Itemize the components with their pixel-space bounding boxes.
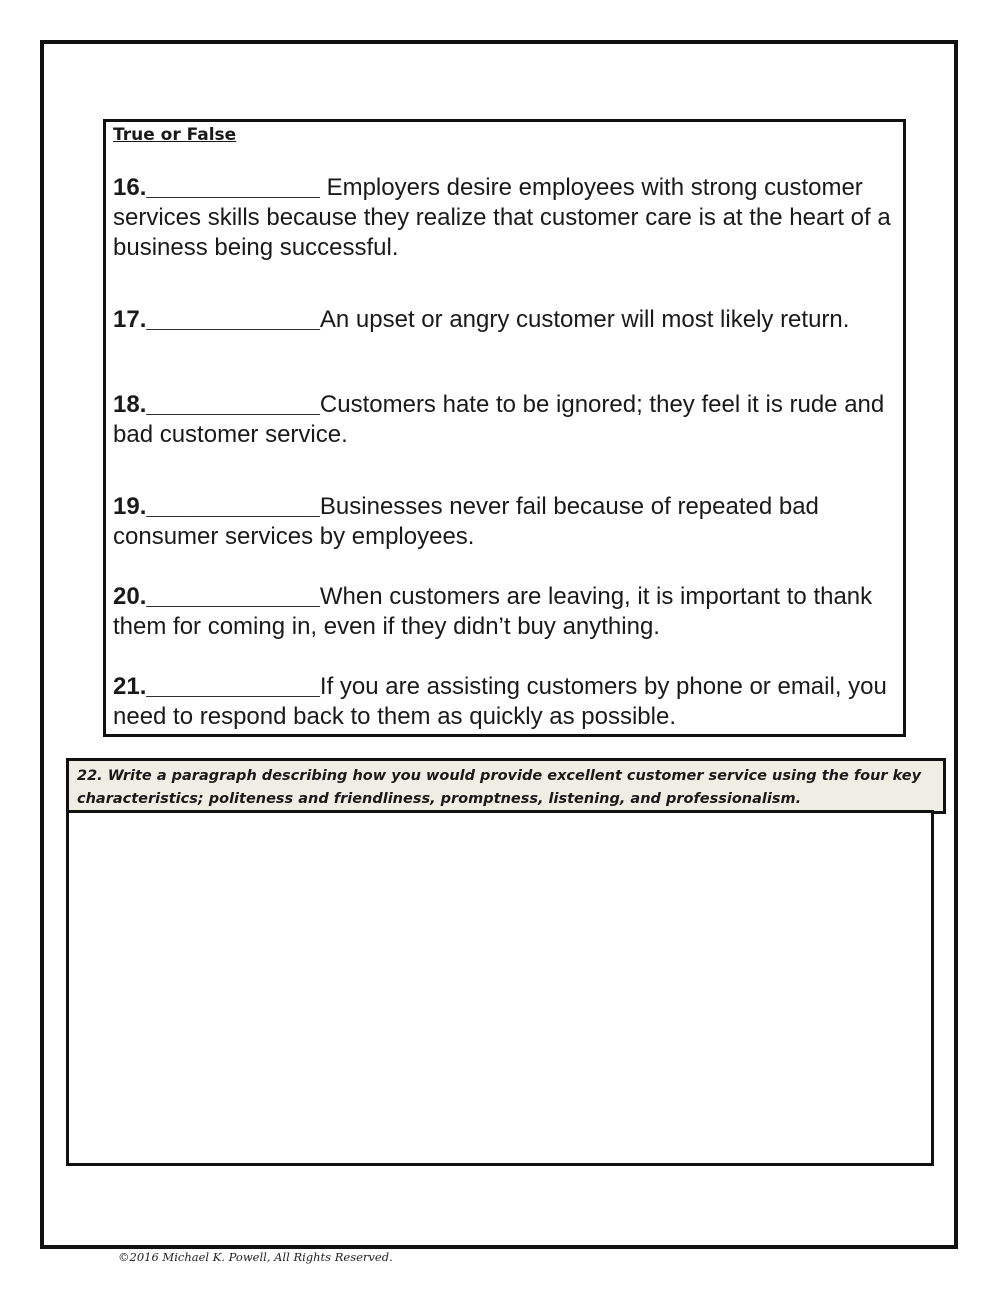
question-number: 20. [113, 583, 147, 610]
question-20 [113, 582, 893, 642]
question-number: 19. [113, 493, 147, 520]
question-18 [113, 390, 893, 450]
question-text: Customers hate to be ignored; they feel it is rude and bad customer service. [113, 391, 885, 448]
answer-blank[interactable]: _____________ [146, 306, 320, 333]
copyright-notice: ©2016 Michael K. Powell, All Rights Reserved. [118, 1250, 393, 1264]
section-heading: True or False [113, 125, 237, 145]
answer-blank[interactable]: _____________ [146, 493, 320, 520]
question-19 [113, 492, 893, 552]
answer-blank[interactable]: _____________ [146, 673, 320, 700]
question-17 [113, 305, 893, 335]
question-text: An upset or angry customer will most likely return. [319, 306, 850, 333]
answer-blank[interactable]: _____________ [146, 174, 320, 201]
question-21 [113, 672, 893, 732]
question-number: 21. [113, 673, 147, 700]
essay-answer-box[interactable] [66, 810, 934, 1166]
question-number: 16. [113, 174, 147, 201]
question-text: Employers desire employees with strong customer services skills because they realize that customer care is at the heart of a business being successful. [113, 174, 891, 261]
question-number: 17. [113, 306, 147, 333]
question-16 [113, 173, 893, 263]
question-text: Businesses never fail because of repeated bad consumer services by employees. [113, 493, 819, 550]
question-text: If you are assisting customers by phone or email, you need to respond back to them as quickly as possible. [113, 673, 887, 730]
answer-blank[interactable]: _____________ [146, 391, 320, 418]
essay-prompt-box [66, 758, 946, 814]
question-text: When customers are leaving, it is important to thank them for coming in, even if they didn’t buy anything. [113, 583, 873, 640]
question-number: 18. [113, 391, 147, 418]
answer-blank[interactable]: _____________ [146, 583, 320, 610]
essay-prompt: 22. Write a paragraph describing how you would provide excellent customer service using the four key characteristics; politeness and friendliness, promptness, listening, and professionalism. [77, 768, 922, 807]
